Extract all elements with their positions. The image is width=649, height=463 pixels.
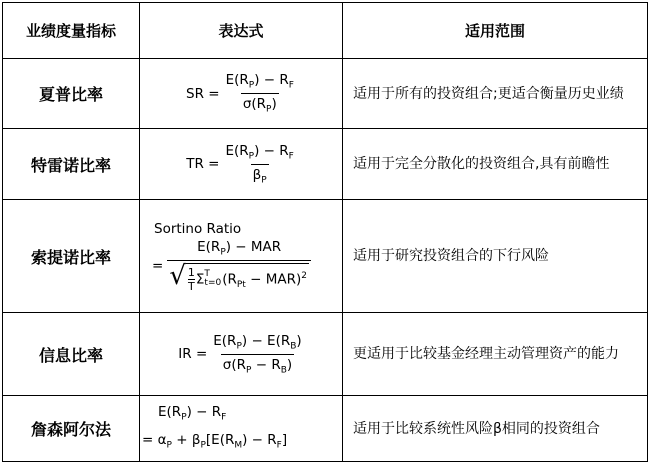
formula-cell [140, 59, 343, 129]
formula-numerator: $E(R_P)$ − MAR [197, 239, 282, 258]
header-metric: 业绩度量指标 [3, 3, 140, 59]
table-header-row [3, 3, 648, 59]
formula-cell [140, 396, 343, 462]
formula-denominator [167, 260, 311, 293]
one-over-t: $\frac{1}{T}$ [187, 265, 195, 293]
formula-title: Sortino Ratio [154, 221, 242, 238]
performance-metrics-table [2, 2, 648, 462]
formula-numerator: $E(R_P) - R_F$ [225, 72, 294, 91]
formula-denominator: $\sigma(R_P - R_B)$ [221, 354, 294, 376]
formula-line-2: = $\alpha_P + \beta_P[E(R_M) - R_F]$ [142, 431, 288, 451]
formula-lhs: SR = [186, 85, 220, 102]
metric-name: 夏普比率 [3, 59, 140, 129]
sqrt-expression: √ $\frac{1}{T}$ Σ T t=0 $(R_{Pt} - MAR)^2$ [169, 260, 308, 293]
table-row [3, 129, 648, 200]
scope-text: 适用于完全分散化的投资组合,具有前瞻性 [343, 129, 648, 200]
formula-fraction [224, 72, 296, 114]
metric-name: 索提诺比率 [3, 200, 140, 313]
metric-name: 信息比率 [3, 313, 140, 396]
formula-cell [140, 129, 343, 200]
header-scope: 适用范围 [343, 3, 648, 59]
formula-fraction [211, 333, 303, 375]
sqrt-sign: √ [169, 260, 186, 291]
formula-lhs: TR = [186, 156, 220, 172]
scope-text: 适用于比较系统性风险β相同的投资组合 [343, 396, 648, 462]
formula-fraction [167, 239, 311, 293]
formula-denominator: $\sigma(R_P)$ [241, 93, 279, 115]
table-row [3, 396, 648, 462]
formula-numerator: $E(R_P) - E(R_B)$ [213, 332, 302, 352]
table-row [3, 59, 648, 129]
metric-name: 特雷诺比率 [3, 129, 140, 200]
formula-numerator: $E(R_P) - R_F$ [225, 142, 294, 162]
table-row [3, 200, 648, 313]
formula-cell [140, 313, 343, 396]
scope-text: 适用于研究投资组合的下行风险 [343, 200, 648, 313]
scope-text: 适用于所有的投资组合;更适合衡量历史业绩 [343, 59, 648, 129]
scope-text: 更适用于比较基金经理主动管理资产的能力 [343, 313, 648, 396]
table-row [3, 313, 648, 396]
formula-fraction [223, 143, 295, 185]
formula-lhs: IR = [178, 346, 208, 362]
formula-denominator: $\beta_P$ [251, 164, 269, 186]
metric-name: 詹森阿尔法 [3, 396, 140, 462]
formula-lhs: = [152, 258, 164, 274]
header-expression: 表达式 [140, 3, 343, 59]
formula-cell [140, 200, 343, 313]
formula-line-1: $E(R_P) - R_F$ [158, 403, 227, 423]
